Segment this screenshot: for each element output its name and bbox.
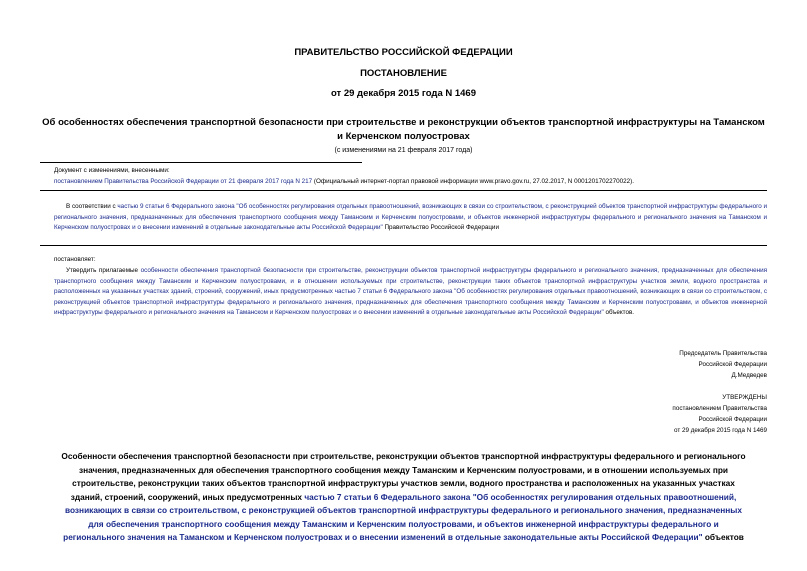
preamble-paragraph: В соответствии с частью 9 статьи 6 Федерального закона "Об особенностях регулирования отдельных правоотношений, возникающих в связи со строительством, с реконструкцией объектов транспортной инфраструктуры федерального и регионального значения, предназначенных для обеспечения транспортного сообщения между Таманским и Керченским полуостровами, и объектов инженерной инфраструктуры федерального и регионального значения на Таманском и Керченском полуостровах и о внесении изменений в отдельные законодательные акты Российской Федерации" Правительство Российской Федерации <box>54 203 768 231</box>
resolve-paragraph: Утвердить прилагаемые особенности обеспечения транспортной безопасности при строительстве, реконструкции объектов транспортной инфраструктуры федерального и регионального значения, предназначенных для обеспечения транспортного сообщения между Таманским и Керченским полуостровами, и в отношении используемых при строительстве, реконструкции таких объектов транспортной инфраструктуры участков земли, водного пространства и расположенных на указанных участках зданий, строений, сооружений, иных предусмотренных частью 7 статьи 6 Федерального закона "Об особенностях регулирования отдельных правоотношений, возникающих в связи со строительством, с реконструкцией объектов транспортной инфраструктуры федерального и регионального значения, предназначенных для обеспечения транспортного сообщения между Таманским и Керченским полуостровами, и объектов инженерной инфраструктуры федерального и регионального значения на Таманском и Керченском полуостровах и о внесении изменений в отдельные законодательные акты Российской Федерации" объектов. <box>54 267 767 316</box>
government-heading: ПРАВИТЕЛЬСТВО РОССИЙСКОЙ ФЕДЕРАЦИИ <box>294 47 513 58</box>
annex-law-link[interactable]: частью 7 статьи 6 Федерального закона "Об особенностях регулирования отдельных правоотношений, возникающих в связи со строительством, с реконструкцией объектов транспортной инфраструктуры федерального и регионального значения, предназначенных для обеспечения транспортного сообщения между Таманским и Керченским полуостровами, и объектов инженерной инфраструктуры федерального и регионального значения на Таманском и Керченском полуостровах и о внесении изменений в отдельные законодательные акты Российской Федерации" <box>63 491 743 542</box>
amendment-note: (с изменениями на 21 февраля 2017 года) <box>334 147 473 154</box>
signature-name: Д.Медведев <box>731 372 767 379</box>
divider-after-preamble <box>40 245 767 246</box>
divider-top <box>40 162 362 163</box>
document-title: Об особенностях обеспечения транспортной безопасности при строительстве и реконструкции объектов транспортной инфраструктуры на Таманском и Керченском полуостровах <box>42 117 765 142</box>
resolve-label: постановляет: <box>54 256 96 263</box>
law-link-part9[interactable]: частью 9 статьи 6 Федерального закона "Об особенностях регулирования отдельных правоотношений, возникающих в связи со строительством, с реконструкцией объектов транспортной инфраструктуры федерального и регионального значения, предназначенных для обеспечения транспортного сообщения между Таманским и Керченским полуостровами, и объектов инженерной инфраструктуры федерального и регионального значения на Таманском и Керченском полуостровах и о внесении изменений в отдельные законодательные акты Российской Федерации" <box>54 203 768 231</box>
date-number-heading: от 29 декабря 2015 года N 1469 <box>330 88 476 99</box>
changes-intro: Документ с изменениями, внесенными: <box>54 167 170 174</box>
annex-title: Особенности обеспечения транспортной безопасности при строительстве, реконструкции объектов транспортной инфраструктуры федерального и регионального значения, предназначенных для обеспечения транспортного сообщения между Таманским и Керченским полуостровами, и в отношении используемых при строительстве, реконструкции таких объектов транспортной инфраструктуры участков земли, водного пространства и расположенных на указанных участках зданий, строений, сооружений, иных предусмотренных частью 7 статьи 6 Федерального закона "Об особенностях регулирования отдельных правоотношений, возникающих в связи со строительством, с реконструкцией объектов транспортной инфраструктуры федерального и регионального значения, предназначенных для обеспечения транспортного сообщения между Таманским и Керченским полуостровами, и объектов инженерной инфраструктуры федерального и регионального значения на Таманском и Керченском полуостровах и о внесении изменений в отдельные законодательные акты Российской Федерации" объектов <box>61 451 746 542</box>
law-link-part7[interactable]: частью 7 статьи 6 Федерального закона "Об особенностях регулирования отдельных правоотношений, возникающих в связи со строительством, с реконструкцией объектов транспортной инфраструктуры федерального и регионального значения, предназначенных для обеспечения транспортного сообщения между Таманским и Керченским полуостровами, и объектов инженерной инфраструктуры федерального и регионального значения на Таманском и Керченском полуостровах и о внесении изменений в отдельные законодательные акты Российской Федерации" <box>54 288 767 316</box>
divider-after-changes <box>40 190 767 191</box>
approved-date: от 29 декабря 2015 года N 1469 <box>673 427 767 434</box>
signature-org: Российской Федерации <box>698 361 767 368</box>
approved-block <box>672 392 767 436</box>
doc-type-heading: ПОСТАНОВЛЕНИЕ <box>360 68 447 79</box>
features-link[interactable]: особенности обеспечения транспортной безопасности при строительстве, реконструкции объектов транспортной инфраструктуры федерального и регионального значения, предназначенных для обеспечения транспортного сообщения между Таманским и Керченским полуостровами, и в отношении используемых при строительстве, реконструкции таких объектов транспортной инфраструктуры участков земли, водного пространства и расположенных на указанных участках зданий, строений, сооружений, иных предусмотренных <box>54 267 767 295</box>
amendment-link[interactable]: постановлением Правительства Российской Федерации от 21 февраля 2017 года N 217 <box>54 177 313 185</box>
approved-by: постановлением Правительства <box>672 405 767 412</box>
signature-position: Председатель Правительства <box>679 350 767 357</box>
changes-box <box>54 166 767 187</box>
approved-label: УТВЕРЖДЕНЫ <box>722 394 767 401</box>
changes-line <box>54 177 767 188</box>
signature-block <box>679 348 767 381</box>
approved-org: Российской Федерации <box>698 416 767 423</box>
amendment-source: (Официальный интернет-портал правовой информации www.pravo.gov.ru, 27.02.2017, N 0001201702270022). <box>312 177 634 185</box>
